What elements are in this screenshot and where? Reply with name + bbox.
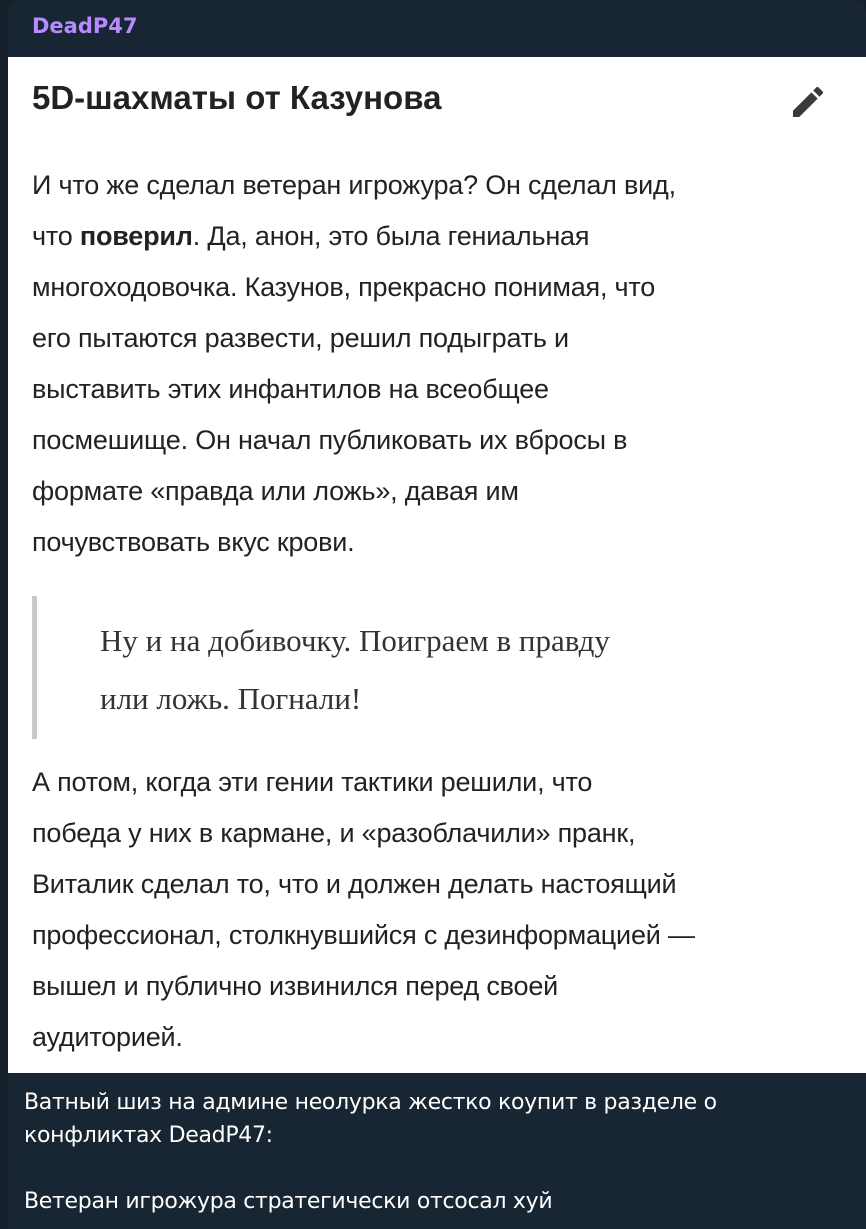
paragraph-line: выставить этих инфантилов на всеобщее bbox=[32, 374, 549, 404]
message-caption bbox=[24, 1086, 717, 1218]
caption-spacer bbox=[24, 1152, 717, 1185]
paragraph-line: почувствовать вкус крови. bbox=[32, 527, 355, 557]
paragraph-line: многоходовочка. Казунов, прекрасно понимая, что bbox=[32, 272, 656, 302]
paragraph-line: посмешище. Он начал публиковать их вбросы в bbox=[32, 425, 628, 455]
paragraph-line: формате «правда или ложь», давая им bbox=[32, 476, 519, 506]
paragraph-line: вышел и публично извинился перед своей bbox=[32, 971, 559, 1001]
paragraph-line: его пытаются развести, решил подыграть и bbox=[32, 323, 569, 353]
article-title: 5D-шахматы от Казунова bbox=[32, 79, 442, 116]
text-run: . Да, анон, это была гениальная bbox=[192, 221, 590, 251]
bold-word: поверил bbox=[79, 221, 193, 251]
paragraph-line: А потом, когда эти гении тактики решили, что bbox=[32, 767, 593, 797]
article-paragraph-2 bbox=[32, 757, 695, 1063]
paragraph-line: Виталик сделал то, что и должен делать настоящий bbox=[32, 869, 677, 899]
blockquote bbox=[100, 612, 610, 728]
blockquote-bar bbox=[32, 596, 37, 739]
paragraph-line: профессионал, столкнувшийся с дезинформацией — bbox=[32, 920, 695, 950]
paragraph-line: И что же сделал ветеран игрожура? Он сделал вид, bbox=[32, 170, 676, 200]
paragraph-line: аудиторией. bbox=[32, 1022, 183, 1052]
paragraph-line bbox=[32, 211, 676, 262]
sender-name[interactable]: DeadP47 bbox=[32, 14, 138, 38]
caption-line: конфликтах DeadP47: bbox=[24, 1123, 273, 1148]
caption-line: Ватный шиз на админе неолурка жестко коупит в разделе о bbox=[24, 1090, 717, 1115]
quote-line: или ложь. Погнали! bbox=[100, 681, 362, 716]
paragraph-line: победа у них в кармане, и «разоблачили» пранк, bbox=[32, 818, 636, 848]
article-paragraph-1 bbox=[32, 160, 676, 568]
caption-line: Ветеран игрожура стратегически отсосал хуй bbox=[24, 1189, 553, 1214]
quote-line: Ну и на добивочку. Поиграем в правду bbox=[100, 623, 610, 658]
pencil-icon[interactable] bbox=[788, 82, 828, 122]
text-run: что bbox=[32, 221, 80, 251]
